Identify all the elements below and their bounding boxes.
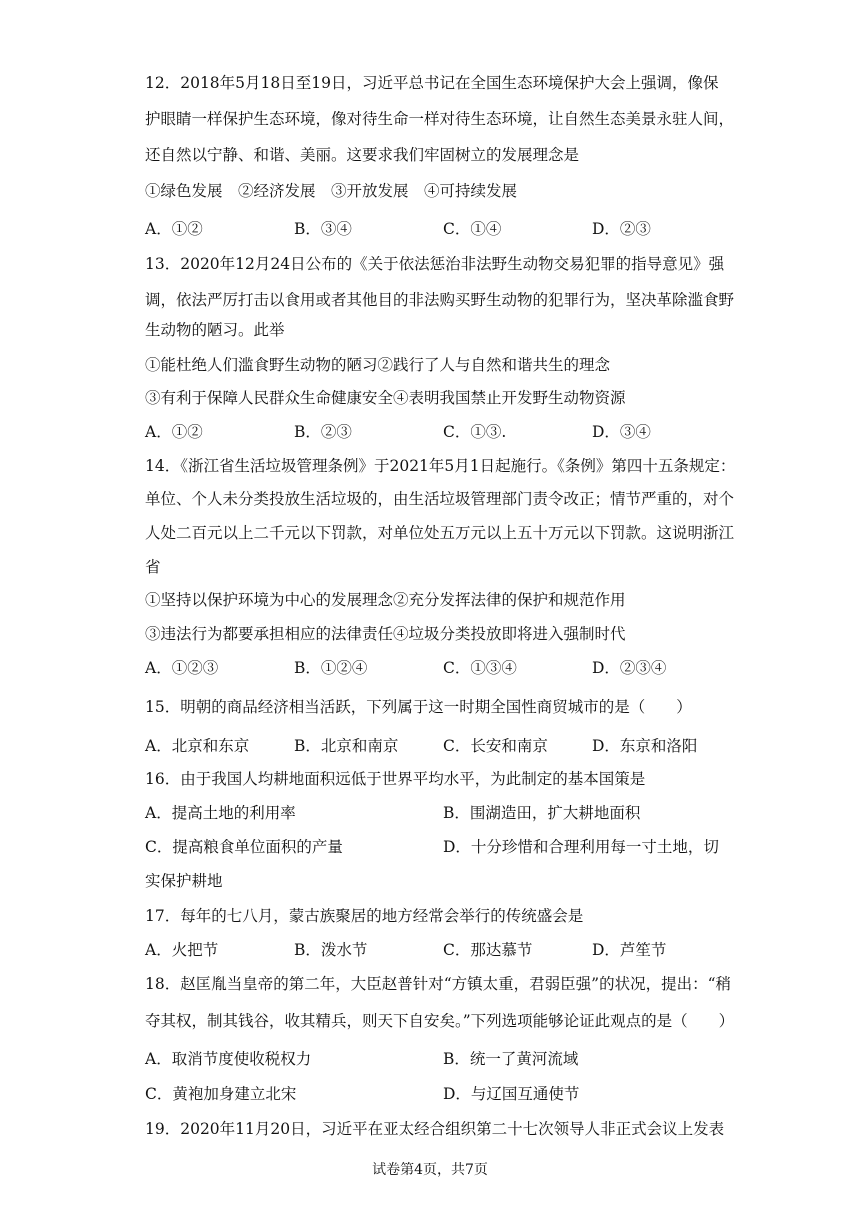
q12-option-c: C．①④	[443, 220, 502, 238]
q18-option-d: D．与辽国互通使节	[443, 1085, 580, 1103]
page-footer: 试卷第4页，共7页	[372, 1162, 488, 1178]
q13-statements-1: ①能杜绝人们滥食野生动物的陋习②践行了人与自然和谐共生的理念	[145, 356, 611, 374]
q14-option-b: B．①②④	[294, 659, 368, 677]
q15-option-d: D．东京和洛阳	[592, 737, 698, 755]
q17-stem: 17．每年的七八月，蒙古族聚居的地方经常会举行的传统盛会是	[145, 907, 584, 925]
q14-stem-line-3: 人处二百元以上二千元以下罚款，对单位处五万元以上五十万元以下罚款。这说明浙江	[145, 524, 735, 542]
q15-stem: 15．明朝的商品经济相当活跃，下列属于这一时期全国性商贸城市的是（ ）	[145, 698, 692, 716]
q19-stem-line-1: 19．2020年11月20日，习近平在亚太经合组织第二十七次领导人非正式会议上发表	[145, 1120, 725, 1138]
q17-option-d: D．芦笙节	[592, 941, 667, 959]
q17-option-c: C．那达慕节	[443, 941, 533, 959]
q16-option-d: D．十分珍惜和合理利用每一寸土地，切	[443, 838, 719, 856]
q14-statements-1: ①坚持以保护环境为中心的发展理念②充分发挥法律的保护和规范作用	[145, 591, 626, 609]
q12-stem-line-2: 护眼睛一样保护生态环境，像对待生命一样对待生态环境，让自然生态美景永驻人间，	[145, 110, 735, 128]
q14-option-c: C．①③④	[443, 659, 517, 677]
q14-stem-line-4: 省	[145, 558, 161, 576]
q14-option-a: A．①②③	[145, 659, 219, 677]
q12-statements: ①绿色发展 ②经济发展 ③开放发展 ④可持续发展	[145, 182, 518, 200]
q13-option-a: A．①②	[145, 423, 203, 441]
q16-stem: 16．由于我国人均耕地面积远低于世界平均水平，为此制定的基本国策是	[145, 770, 646, 788]
q13-statements-2: ③有利于保障人民群众生命健康安全④表明我国禁止开发野生动物资源	[145, 389, 626, 407]
q15-option-c: C．长安和南京	[443, 737, 548, 755]
q16-option-d-continuation: 实保护耕地	[145, 872, 223, 890]
q18-option-b: B．统一了黄河流域	[443, 1050, 579, 1068]
q18-stem-line-2: 夺其权，制其钱谷，收其精兵，则天下自安矣。”下列选项能够论证此观点的是（ ）	[145, 1012, 735, 1030]
q14-statements-2: ③违法行为都要承担相应的法律责任④垃圾分类投放即将进入强制时代	[145, 625, 626, 643]
q12-option-b: B．③④	[294, 220, 352, 238]
q18-option-c: C．黄袍加身建立北宋	[145, 1085, 297, 1103]
q16-option-b: B．围湖造田，扩大耕地面积	[443, 804, 641, 822]
q12-stem-line-1: 12．2018年5月18日至19日，习近平总书记在全国生态环境保护大会上强调，像保	[145, 74, 719, 92]
q13-stem-line-3: 生动物的陋习。此举	[145, 321, 285, 339]
q15-option-a: A．北京和东京	[145, 737, 250, 755]
q15-option-b: B．北京和南京	[294, 737, 399, 755]
q12-stem-line-3: 还自然以宁静、和谐、美丽。这要求我们牢固树立的发展理念是	[145, 146, 580, 164]
q17-option-a: A．火把节	[145, 941, 219, 959]
q12-option-d: D．②③	[592, 220, 651, 238]
q16-option-a: A．提高土地的利用率	[145, 804, 296, 822]
q13-stem-line-2: 调，依法严厉打击以食用或者其他目的非法购买野生动物的犯罪行为，坚决革除滥食野	[145, 291, 735, 309]
q12-option-a: A．①②	[145, 220, 203, 238]
q13-stem-line-1: 13．2020年12月24日公布的《关于依法惩治非法野生动物交易犯罪的指导意见》强	[145, 255, 725, 273]
q17-option-b: B．泼水节	[294, 941, 368, 959]
q18-option-a: A．取消节度使收税权力	[145, 1050, 312, 1068]
q18-stem-line-1: 18．赵匡胤当皇帝的第二年，大臣赵普针对“方镇太重，君弱臣强”的状况，提出：“稍	[145, 975, 731, 993]
q13-option-b: B．②③	[294, 423, 352, 441]
q16-option-c: C．提高粮食单位面积的产量	[145, 838, 343, 856]
q14-stem-line-1: 14．《浙江省生活垃圾管理条例》于2021年5月1日起施行。《条例》第四十五条规定：	[145, 457, 736, 475]
q13-option-c: C．①③.	[443, 423, 507, 441]
q14-stem-line-2: 单位、个人未分类投放生活垃圾的，由生活垃圾管理部门责令改正；情节严重的，对个	[145, 490, 735, 508]
q14-option-d: D．②③④	[592, 659, 667, 677]
q13-option-d: D．③④	[592, 423, 651, 441]
